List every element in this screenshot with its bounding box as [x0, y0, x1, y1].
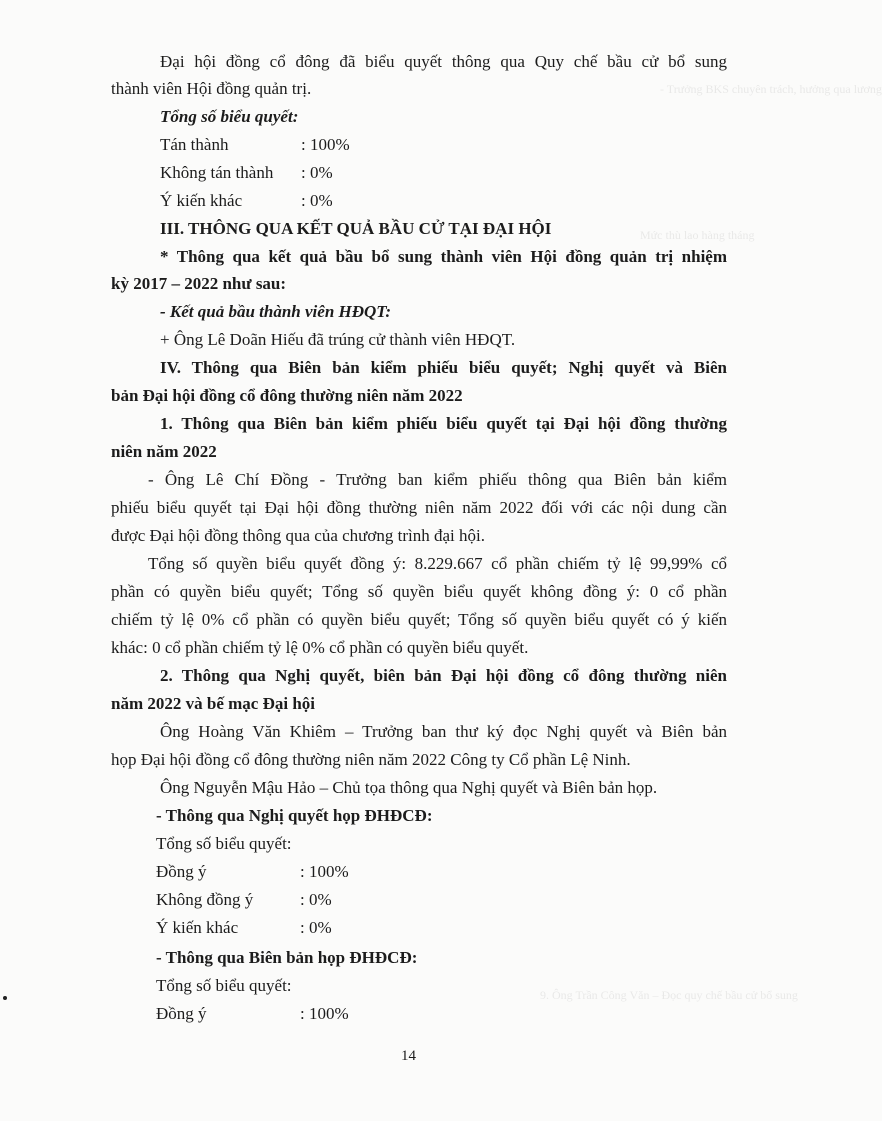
vote-title: Tổng số biểu quyết:: [156, 834, 292, 853]
vote-label: Không đồng ý: [156, 890, 254, 909]
intro-line: Đại hội đồng cổ đông đã biểu quyết thông qua Quy chế bầu cử bổ sung: [160, 52, 727, 71]
vote-label: Ý kiến khác: [160, 191, 243, 210]
section-heading: III. THÔNG QUA KẾT QUẢ BẦU CỬ TẠI ĐẠI HỘI: [160, 219, 552, 238]
vote-value: : 100%: [300, 1004, 349, 1023]
vote-row: [160, 163, 333, 183]
item-title: niên năm 2022: [111, 442, 217, 461]
vote-value: : 0%: [300, 890, 332, 909]
paragraph-line: - Ông Lê Chí Đồng - Trưởng ban kiểm phiếu thông qua Biên bản kiểm: [148, 470, 727, 489]
vote-value: : 0%: [300, 918, 332, 937]
result-item: + Ông Lê Doãn Hiếu đã trúng cử thành viên HĐQT.: [160, 330, 516, 349]
section-subheading: * Thông qua kết quả bầu bổ sung thành viên Hội đồng quản trị nhiệm: [160, 247, 727, 266]
vote-label: Ý kiến khác: [156, 918, 239, 937]
section-subheading: kỳ 2017 – 2022 như sau:: [111, 274, 287, 293]
vote-label: Đồng ý: [156, 1004, 207, 1023]
item-title: 2. Thông qua Nghị quyết, biên bản Đại hội đồng cổ đông thường niên: [160, 666, 727, 685]
vote-row: [160, 135, 350, 155]
section-heading: bản Đại hội đồng cổ đông thường niên năm 2022: [111, 386, 463, 405]
item-title: năm 2022 và bế mạc Đại hội: [111, 694, 315, 713]
vote-value: : 100%: [301, 135, 350, 154]
paragraph-line: khác: 0 cổ phần chiếm tỷ lệ 0% cổ phần có quyền biểu quyết.: [111, 638, 529, 657]
vote-title: Tổng số biểu quyết:: [156, 976, 292, 995]
result-title: - Kết quả bầu thành viên HĐQT:: [160, 302, 392, 321]
vote-row: [156, 1004, 349, 1024]
vote-label: Đồng ý: [156, 862, 207, 881]
vote-value: : 0%: [301, 163, 333, 182]
item-title: 1. Thông qua Biên bản kiểm phiếu biểu quyết tại Đại hội đồng thường: [160, 414, 727, 433]
show-through-text: Mức thù lao hàng tháng: [640, 228, 755, 242]
paragraph-line: họp Đại hội đồng cổ đông thường niên năm 2022 Công ty Cổ phần Lệ Ninh.: [111, 750, 631, 769]
vote-label: Tán thành: [160, 135, 229, 154]
vote-label: Không tán thành: [160, 163, 274, 182]
section-heading: IV. Thông qua Biên bản kiểm phiếu biểu quyết; Nghị quyết và Biên: [160, 358, 727, 377]
vote-row: [160, 191, 333, 211]
vote-value: : 0%: [301, 191, 333, 210]
vote-value: : 100%: [300, 862, 349, 881]
intro-line: thành viên Hội đồng quản trị.: [111, 79, 312, 98]
page-number: 14: [401, 1048, 416, 1064]
scan-speck: [3, 996, 7, 1000]
vote-row: [156, 918, 332, 938]
minutes-title: - Thông qua Biên bản họp ĐHĐCĐ:: [156, 948, 418, 967]
paragraph-line: Ông Nguyễn Mậu Hảo – Chủ tọa thông qua Nghị quyết và Biên bản họp.: [160, 778, 658, 797]
vote-row: [156, 862, 349, 882]
show-through-text: 9. Ông Trần Công Văn – Đọc quy chế bầu cử bổ sung: [540, 988, 798, 1002]
paragraph-line: phần có quyền biểu quyết; Tổng số quyền biểu quyết không đồng ý: 0 cổ phần: [111, 582, 727, 601]
resolution-title: - Thông qua Nghị quyết họp ĐHĐCĐ:: [156, 806, 433, 825]
paragraph-line: Ông Hoàng Văn Khiêm – Trưởng ban thư ký đọc Nghị quyết và Biên bản: [160, 722, 727, 741]
vote-title: Tổng số biểu quyết:: [160, 107, 299, 126]
show-through-text: - Trưởng BKS chuyên trách, hưởng qua lương: [660, 82, 882, 96]
vote-row: [156, 890, 332, 910]
paragraph-line: phiếu biểu quyết tại Đại hội đồng thường niên năm 2022 đối với các nội dung cần: [111, 498, 727, 517]
paragraph-line: được Đại hội đồng thông qua của chương trình đại hội.: [111, 526, 485, 545]
paragraph-line: Tổng số quyền biểu quyết đồng ý: 8.229.667 cổ phần chiếm tỷ lệ 99,99% cổ: [148, 554, 727, 573]
paragraph-line: chiếm tỷ lệ 0% cổ phần có quyền biểu quyết; Tổng số quyền biểu quyết có ý kiến: [111, 610, 727, 629]
